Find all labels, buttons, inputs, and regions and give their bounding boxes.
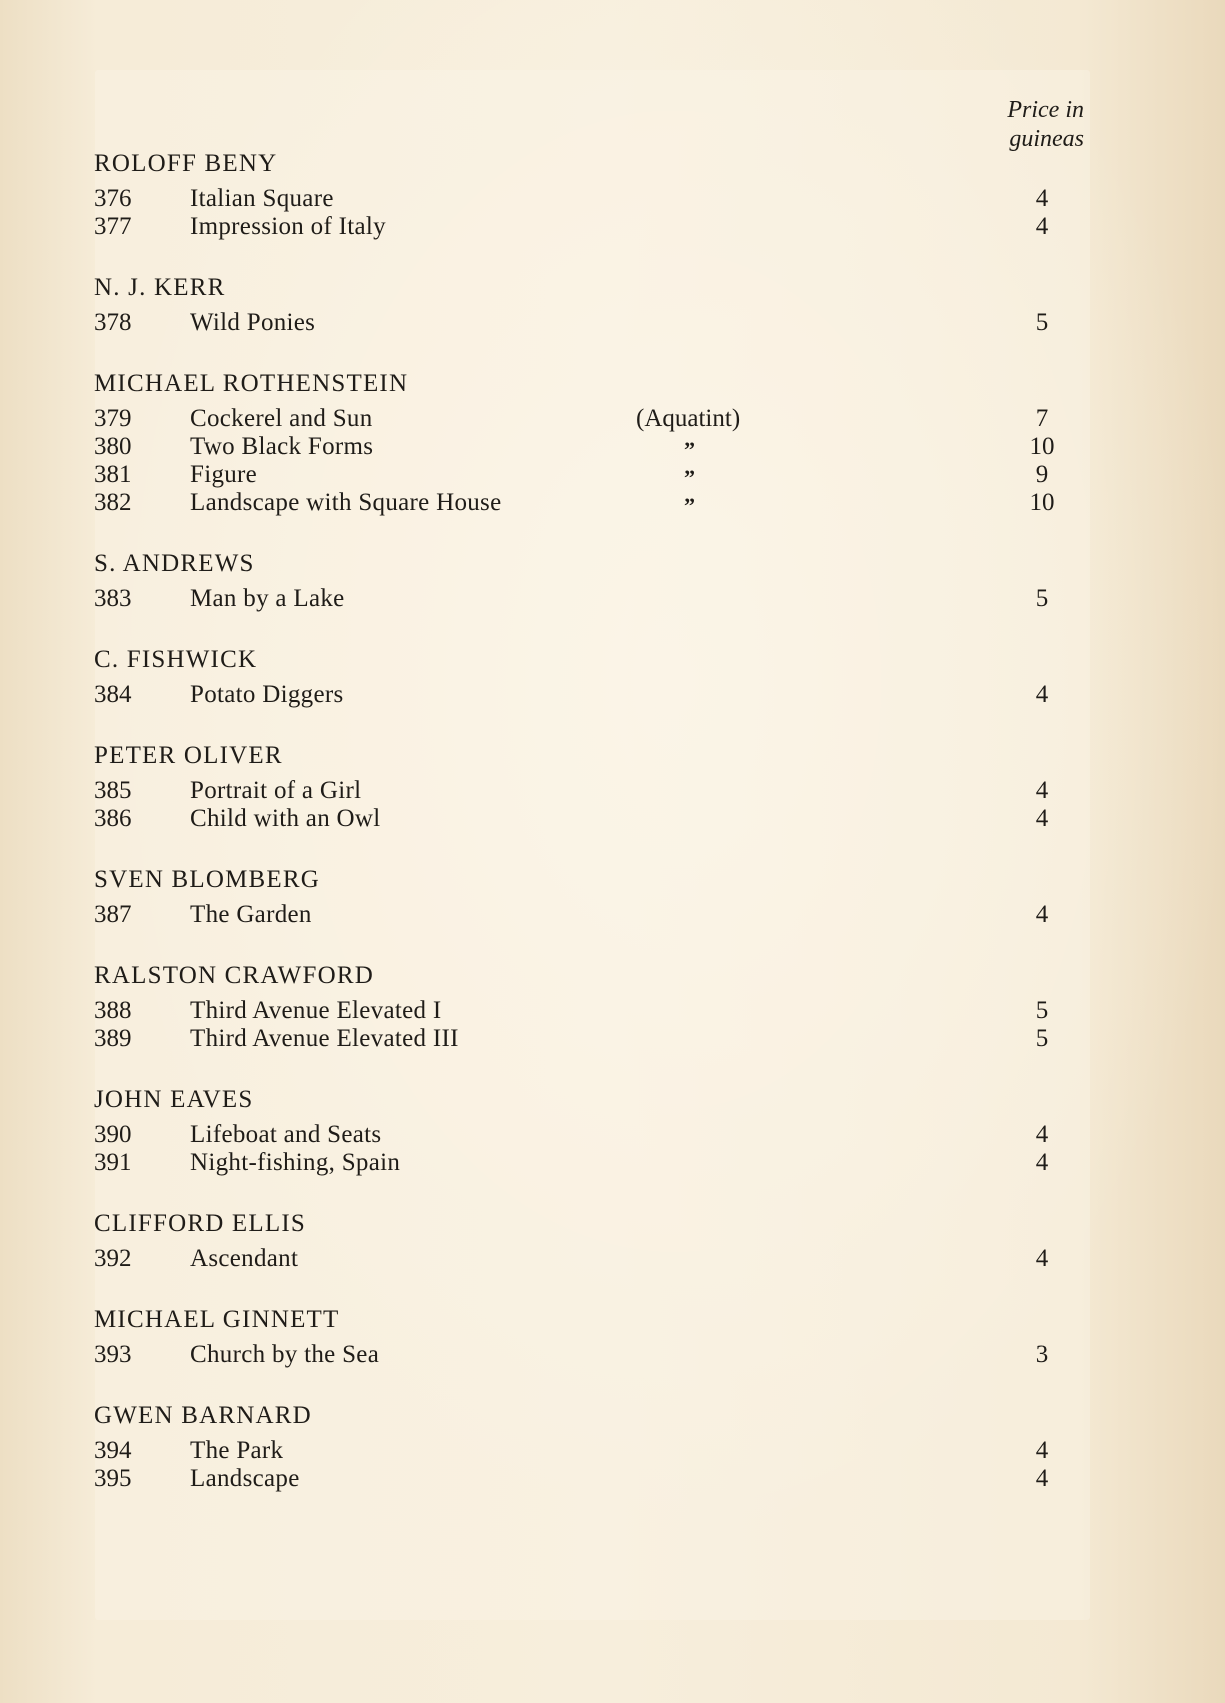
work-price: 5 [1035,997,1049,1024]
work-title: Italian Square [190,185,334,212]
artist-name: ROLOFF BENY [94,150,278,177]
work-row [94,777,1062,805]
work-number: 378 [94,309,132,336]
work-number: 393 [94,1341,132,1368]
work-price: 4 [1035,1437,1049,1464]
artist-section [94,368,1062,517]
work-price: 4 [1035,777,1049,804]
artist-name: PETER OLIVER [94,742,283,769]
work-title: Third Avenue Elevated III [190,1025,459,1052]
work-row [94,185,1062,213]
work-number: 385 [94,777,132,804]
work-price: 10 [1029,433,1055,460]
artist-section [94,644,1062,709]
work-medium: (Aquatint) [636,405,741,432]
work-title: Portrait of a Girl [190,777,362,804]
work-title: The Garden [190,901,312,928]
work-title: The Park [190,1437,284,1464]
work-number: 376 [94,185,132,212]
work-title: Man by a Lake [190,585,345,612]
artist-section [94,1208,1062,1273]
work-price: 5 [1035,585,1049,612]
work-row [94,213,1062,241]
work-price: 4 [1035,1245,1049,1272]
artist-name: CLIFFORD ELLIS [94,1210,306,1237]
work-row [94,805,1062,833]
work-number: 382 [94,489,132,516]
work-price: 5 [1035,309,1049,336]
work-row [94,1245,1062,1273]
work-price: 7 [1035,405,1049,432]
price-header-line-1: Price in [1007,97,1084,123]
price-header-line-2: guineas [1009,126,1084,152]
artist-section [94,548,1062,613]
artist-section [94,1400,1062,1493]
work-title: Figure [190,461,258,488]
artist-name: N. J. KERR [94,274,226,301]
work-row [94,433,1062,461]
price-column-header [1007,96,1084,154]
work-price: 4 [1035,1465,1049,1492]
ditto-mark: ” [684,437,695,462]
artist-section [94,272,1062,337]
work-price: 4 [1035,1149,1049,1176]
work-number: 384 [94,681,132,708]
artist-section [94,148,1062,241]
work-number: 392 [94,1245,132,1272]
work-title: Wild Ponies [190,309,316,336]
work-number: 391 [94,1149,132,1176]
work-number: 389 [94,1025,132,1052]
work-row [94,585,1062,613]
work-title: Landscape with Square House [190,489,502,516]
artist-name: RALSTON CRAWFORD [94,962,374,989]
work-number: 379 [94,405,132,432]
work-number: 388 [94,997,132,1024]
work-row [94,461,1062,489]
work-price: 10 [1029,489,1055,516]
work-number: 390 [94,1121,132,1148]
artist-name: MICHAEL ROTHENSTEIN [94,370,409,397]
artist-section [94,740,1062,833]
work-row [94,1149,1062,1177]
artist-section [94,1304,1062,1369]
work-title: Child with an Owl [190,805,381,832]
work-row [94,1025,1062,1053]
work-title: Potato Diggers [190,681,344,708]
work-title: Impression of Italy [190,213,386,240]
work-price: 5 [1035,1025,1049,1052]
work-title: Cockerel and Sun [190,405,373,432]
work-title: Church by the Sea [190,1341,380,1368]
work-row [94,1341,1062,1369]
work-title: Landscape [190,1465,300,1492]
work-title: Two Black Forms [190,433,374,460]
artist-name: JOHN EAVES [94,1086,254,1113]
work-title: Ascendant [190,1245,299,1272]
work-row [94,997,1062,1025]
catalogue-list [94,148,1062,1524]
work-price: 4 [1035,901,1049,928]
work-number: 381 [94,461,132,488]
work-row [94,1465,1062,1493]
work-number: 386 [94,805,132,832]
artist-section [94,864,1062,929]
work-number: 394 [94,1437,132,1464]
work-title: Night-fishing, Spain [190,1149,401,1176]
work-price: 4 [1035,185,1049,212]
work-price: 4 [1035,213,1049,240]
artist-name: S. ANDREWS [94,550,255,577]
work-price: 4 [1035,805,1049,832]
work-price: 9 [1035,461,1049,488]
artist-section [94,1084,1062,1177]
work-number: 387 [94,901,132,928]
work-number: 377 [94,213,132,240]
work-title: Third Avenue Elevated I [190,997,442,1024]
artist-name: C. FISHWICK [94,646,258,673]
work-number: 383 [94,585,132,612]
work-price: 4 [1035,1121,1049,1148]
work-price: 3 [1035,1341,1049,1368]
ditto-mark: ” [684,465,695,490]
artist-name: MICHAEL GINNETT [94,1306,340,1333]
work-number: 380 [94,433,132,460]
ditto-mark: ” [684,493,695,518]
work-title: Lifeboat and Seats [190,1121,382,1148]
work-row [94,1121,1062,1149]
work-row [94,901,1062,929]
artist-name: SVEN BLOMBERG [94,866,321,893]
artist-section [94,960,1062,1053]
work-number: 395 [94,1465,132,1492]
work-row [94,489,1062,517]
work-row [94,405,1062,433]
work-row [94,1437,1062,1465]
work-row [94,309,1062,337]
work-price: 4 [1035,681,1049,708]
work-row [94,681,1062,709]
artist-name: GWEN BARNARD [94,1402,312,1429]
